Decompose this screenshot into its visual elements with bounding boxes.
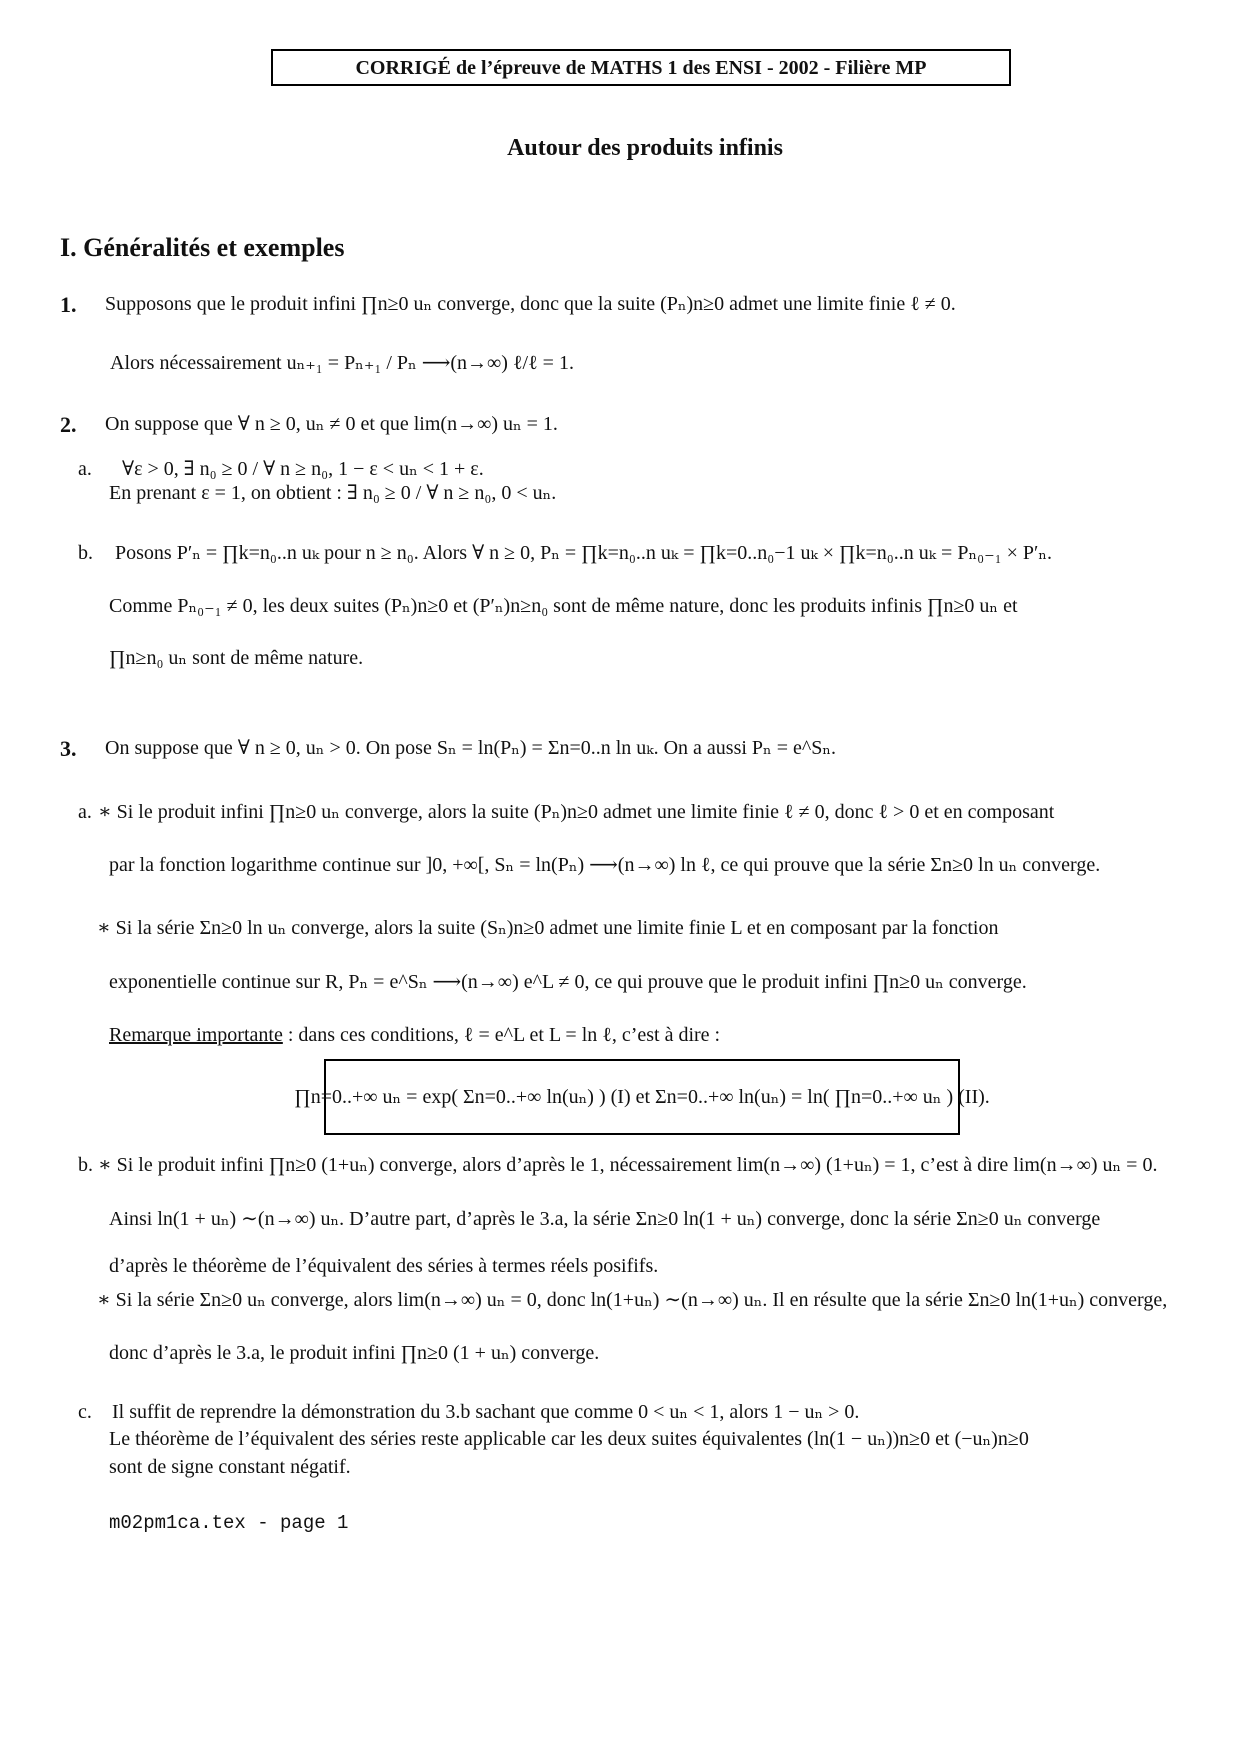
q2-b-line3: ∏n≥n₀ uₙ sont de même nature. bbox=[109, 647, 364, 669]
q2-a-line1: ∀ε > 0, ∃ n₀ ≥ 0 / ∀ n ≥ n₀, 1 − ε < uₙ < 1 + ε. bbox=[122, 458, 484, 480]
q2-a-label: a. bbox=[78, 458, 92, 480]
formula-box bbox=[294, 1059, 990, 1135]
q3-c-label: c. bbox=[78, 1401, 92, 1423]
remark-label: Remarque importante bbox=[109, 1024, 283, 1046]
q3-a-line1: ∗ Si le produit infini ∏n≥0 uₙ converge, alors la suite (Pₙ)n≥0 admet une limite finie ℓ ≠ 0, donc ℓ > 0 et en composant bbox=[98, 801, 1055, 823]
header-box bbox=[271, 49, 1011, 86]
q3-a-label: a. bbox=[78, 801, 92, 823]
formula-text: ∏n=0..+∞ uₙ = exp( Σn=0..+∞ ln(uₙ) ) (I) et Σn=0..+∞ ln(uₙ) = ln( ∏n=0..+∞ uₙ ) (II). bbox=[294, 1086, 990, 1108]
document-title: Autour des produits infinis bbox=[507, 135, 783, 161]
q3-c-line2: Le théorème de l’équivalent des séries reste applicable car les deux suites équivalentes (ln(1 − uₙ))n≥0 et (−uₙ)n≥0 bbox=[109, 1428, 1029, 1450]
q3-remark bbox=[109, 1024, 720, 1046]
q3-b-line4: ∗ Si la série Σn≥0 uₙ converge, alors lim(n→∞) uₙ = 0, donc ln(1+uₙ) ∼(n→∞) uₙ. Il en résulte que la série Σn≥0 ln(1+uₙ) converge, bbox=[97, 1289, 1168, 1311]
q3-intro: On suppose que ∀ n ≥ 0, uₙ > 0. On pose Sₙ = ln(Pₙ) = Σn=0..n ln uₖ. On a aussi Pₙ = e^Sₙ. bbox=[105, 737, 837, 759]
q3-b-line3: d’après le théorème de l’équivalent des séries à termes réels posififs. bbox=[109, 1255, 659, 1277]
q3-a-line3: ∗ Si la série Σn≥0 ln uₙ converge, alors la suite (Sₙ)n≥0 admet une limite finie L et en composant par la fonction bbox=[97, 917, 999, 939]
q3-c-line1: Il suffit de reprendre la démonstration du 3.b sachant que comme 0 < uₙ < 1, alors 1 − uₙ > 0. bbox=[112, 1401, 860, 1423]
q2-intro: On suppose que ∀ n ≥ 0, uₙ ≠ 0 et que lim(n→∞) uₙ = 1. bbox=[105, 413, 558, 435]
q3-a-line4: exponentielle continue sur R, Pₙ = e^Sₙ ⟶(n→∞) e^L ≠ 0, ce qui prouve que le produit infini ∏n≥0 uₙ converge. bbox=[109, 971, 1027, 993]
q1-line2: Alors nécessairement uₙ₊₁ = Pₙ₊₁ / Pₙ ⟶(n→∞) ℓ/ℓ = 1. bbox=[110, 352, 574, 374]
q2-b-line1: Posons P′ₙ = ∏k=n₀..n uₖ pour n ≥ n₀. Alors ∀ n ≥ 0, Pₙ = ∏k=n₀..n uₖ = ∏k=0..n₀−1 uₖ × ∏k=n₀..n uₖ = Pₙ₀₋₁ × P′ₙ. bbox=[115, 542, 1053, 564]
q3-b-line1: ∗ Si le produit infini ∏n≥0 (1+uₙ) converge, alors d’après le 1, nécessairement lim(n→∞) (1+uₙ) = 1, c’est à dire lim(n→∞) uₙ = 0. bbox=[98, 1154, 1158, 1176]
q3-b-line2: Ainsi ln(1 + uₙ) ∼(n→∞) uₙ. D’autre part, d’après le 3.a, la série Σn≥0 ln(1 + uₙ) converge, donc la série Σn≥0 uₙ converge bbox=[109, 1208, 1101, 1230]
remark-text: : dans ces conditions, ℓ = e^L et L = ln ℓ, c’est à dire : bbox=[282, 1024, 721, 1046]
section-heading: I. Généralités et exemples bbox=[60, 233, 345, 262]
q1-line1: Supposons que le produit infini ∏n≥0 uₙ converge, donc que la suite (Pₙ)n≥0 admet une limite finie ℓ ≠ 0. bbox=[105, 293, 956, 315]
footer: m02pm1ca.tex - page 1 bbox=[109, 1512, 349, 1534]
q2-b-line2: Comme Pₙ₀₋₁ ≠ 0, les deux suites (Pₙ)n≥0 et (P′ₙ)n≥n₀ sont de même nature, donc les produits infinis ∏n≥0 uₙ et bbox=[109, 595, 1018, 617]
q2-a-line2: En prenant ε = 1, on obtient : ∃ n₀ ≥ 0 / ∀ n ≥ n₀, 0 < uₙ. bbox=[109, 482, 557, 504]
q2-number: 2. bbox=[60, 412, 77, 437]
q1-number: 1. bbox=[60, 292, 77, 317]
q2-b-label: b. bbox=[78, 542, 93, 564]
q3-number: 3. bbox=[60, 736, 77, 761]
q3-b-label: b. bbox=[78, 1154, 93, 1176]
header-title: CORRIGÉ de l’épreuve de MATHS 1 des ENSI - 2002 - Filière MP bbox=[355, 56, 927, 79]
q3-a-line2: par la fonction logarithme continue sur ]0, +∞[, Sₙ = ln(Pₙ) ⟶(n→∞) ln ℓ, ce qui prouve que la série Σn≥0 ln uₙ converge. bbox=[109, 854, 1101, 876]
q3-c-line3: sont de signe constant négatif. bbox=[109, 1456, 351, 1478]
q3-b-line5: donc d’après le 3.a, le produit infini ∏n≥0 (1 + uₙ) converge. bbox=[109, 1342, 600, 1364]
